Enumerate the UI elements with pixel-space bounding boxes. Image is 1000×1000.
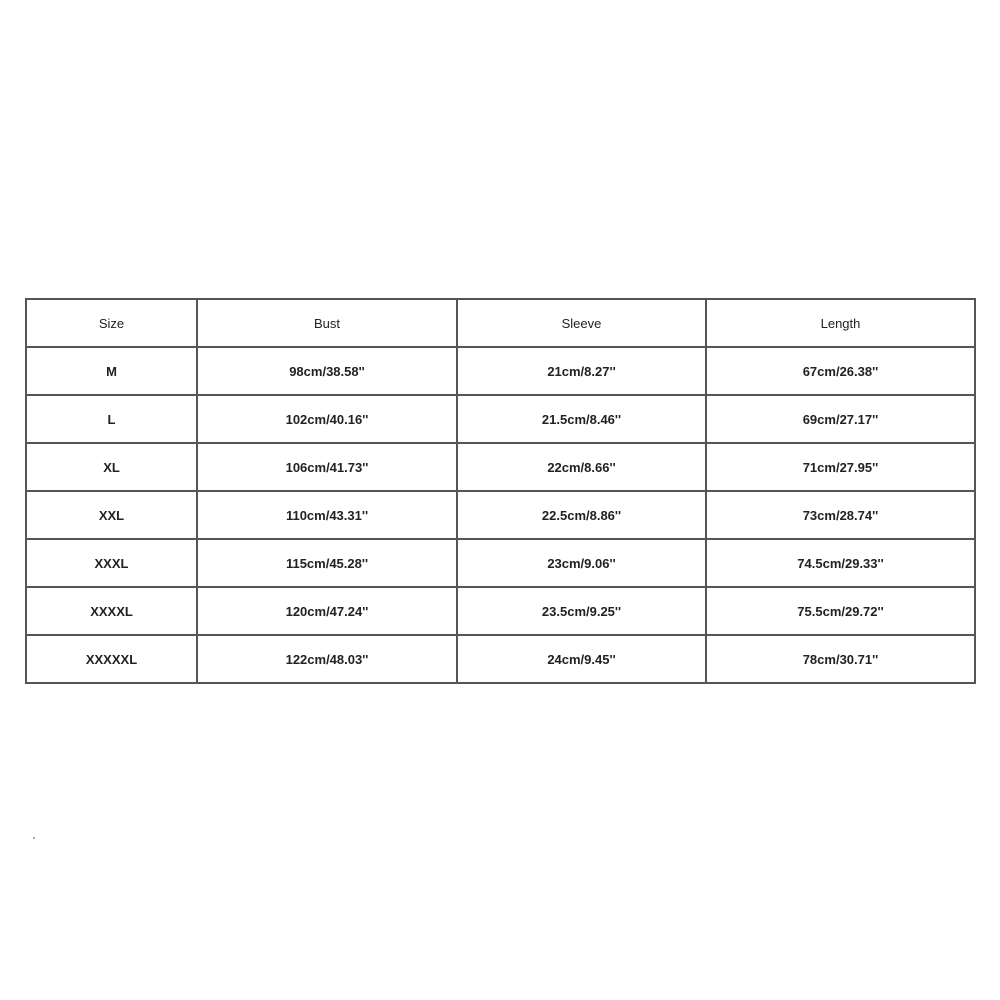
length-cell: 71cm/27.95'' xyxy=(706,443,975,491)
sleeve-cell: 22cm/8.66'' xyxy=(457,443,706,491)
header-row xyxy=(26,299,975,347)
size-cell: XXXXXL xyxy=(26,635,197,683)
header-sleeve: Sleeve xyxy=(457,299,706,347)
bust-cell: 98cm/38.58'' xyxy=(197,347,457,395)
sleeve-cell: 24cm/9.45'' xyxy=(457,635,706,683)
sleeve-cell: 23.5cm/9.25'' xyxy=(457,587,706,635)
size-cell: XXXL xyxy=(26,539,197,587)
table-row xyxy=(26,587,975,635)
sleeve-cell: 21cm/8.27'' xyxy=(457,347,706,395)
table-row xyxy=(26,347,975,395)
bust-cell: 106cm/41.73'' xyxy=(197,443,457,491)
sleeve-cell: 22.5cm/8.86'' xyxy=(457,491,706,539)
length-cell: 69cm/27.17'' xyxy=(706,395,975,443)
size-chart-table xyxy=(25,298,976,684)
size-cell: XL xyxy=(26,443,197,491)
header-length: Length xyxy=(706,299,975,347)
header-bust: Bust xyxy=(197,299,457,347)
bust-cell: 122cm/48.03'' xyxy=(197,635,457,683)
bust-cell: 120cm/47.24'' xyxy=(197,587,457,635)
table-row xyxy=(26,635,975,683)
table-row xyxy=(26,539,975,587)
size-cell: M xyxy=(26,347,197,395)
length-cell: 75.5cm/29.72'' xyxy=(706,587,975,635)
size-cell: XXXXL xyxy=(26,587,197,635)
table-row xyxy=(26,443,975,491)
length-cell: 74.5cm/29.33'' xyxy=(706,539,975,587)
header-size: Size xyxy=(26,299,197,347)
table-row xyxy=(26,395,975,443)
sleeve-cell: 23cm/9.06'' xyxy=(457,539,706,587)
bust-cell: 102cm/40.16'' xyxy=(197,395,457,443)
bust-cell: 110cm/43.31'' xyxy=(197,491,457,539)
length-cell: 78cm/30.71'' xyxy=(706,635,975,683)
size-cell: XXL xyxy=(26,491,197,539)
length-cell: 67cm/26.38'' xyxy=(706,347,975,395)
bust-cell: 115cm/45.28'' xyxy=(197,539,457,587)
dust-speck xyxy=(33,837,35,839)
table-row xyxy=(26,491,975,539)
size-cell: L xyxy=(26,395,197,443)
sleeve-cell: 21.5cm/8.46'' xyxy=(457,395,706,443)
length-cell: 73cm/28.74'' xyxy=(706,491,975,539)
